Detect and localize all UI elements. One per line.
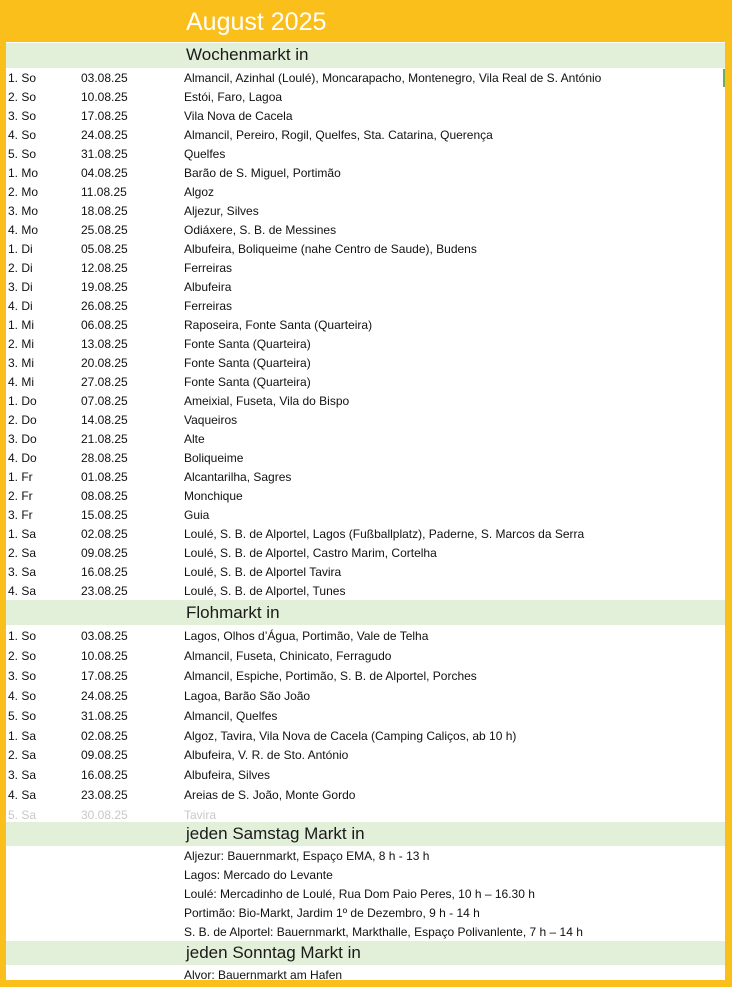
table-row [6,354,725,373]
section-title: jeden Sonntag Markt in [186,943,361,962]
table-row [6,923,725,942]
table-row [6,392,725,411]
row-places: Ferreiras [184,261,233,275]
row-number: 3. Sa [8,768,37,783]
table-row [6,69,725,88]
row-date: 19.08.25 [81,280,128,294]
row-date: 27.08.25 [81,375,128,389]
row-number: 2. Sa [8,748,37,763]
row-date: 25.08.25 [81,223,128,237]
row-number: 3. Mo [8,204,39,218]
row-date: 08.08.25 [81,489,128,503]
row-number: 1. Fr [8,470,33,484]
row-number: 4. So [8,688,37,703]
row-date: 14.08.25 [81,413,128,427]
row-places: Portimão: Bio-Markt, Jardim 1º de Dezembro, 9 h - 14 h [184,906,480,920]
table-row [6,164,725,183]
row-places: Albufeira [184,280,232,294]
row-places: Loulé, S. B. de Alportel Tavira [184,565,342,579]
row-number: 4. Sa [8,788,37,803]
row-number: 2. Do [8,413,37,427]
row-date: 11.08.25 [81,185,127,199]
section-header-saturday [6,822,725,846]
row-date: 28.08.25 [81,451,128,465]
row-date: 18.08.25 [81,204,128,218]
row-date: 15.08.25 [81,508,128,522]
row-number: 4. Di [8,299,33,313]
row-number: 4. Sa [8,584,37,598]
row-number: 2. Mi [8,337,35,351]
row-date: 09.08.25 [81,748,128,763]
table-row [6,627,725,646]
row-places: Ferreiras [184,299,233,313]
row-date: 23.08.25 [81,788,128,803]
table-row [6,866,725,885]
row-number: 2. So [8,90,37,104]
row-number: 4. Do [8,451,37,465]
row-places: Quelfes [184,147,226,161]
section-title: Flohmarkt in [186,603,280,622]
row-number: 4. Mi [8,375,35,389]
row-number: 3. So [8,109,37,123]
row-number: 1. So [8,629,37,643]
row-date: 17.08.25 [81,109,128,123]
row-number: 5. So [8,147,37,161]
table-row [6,647,725,666]
row-number: 1. So [8,71,37,85]
row-number: 3. Sa [8,565,37,579]
row-places: Loulé: Mercadinho de Loulé, Rua Dom Paio Peres, 10 h – 16.30 h [184,887,535,901]
row-date: 03.08.25 [81,71,128,85]
table-row [6,904,725,923]
table-row [6,221,725,240]
table-row [6,88,725,107]
title-bar [0,0,732,42]
row-date: 17.08.25 [81,668,128,683]
cell-marker [723,69,725,87]
row-number: 4. So [8,128,37,142]
table-row [6,885,725,904]
row-date: 12.08.25 [81,261,128,275]
row-number: 3. Mi [8,356,35,370]
table-row [6,240,725,259]
row-date: 26.08.25 [81,299,128,313]
row-date: 09.08.25 [81,546,128,560]
row-places: Alte [184,432,205,446]
row-places: Loulé, S. B. de Alportel, Castro Marim, Cortelha [184,546,437,560]
table-row [6,563,725,582]
row-date: 02.08.25 [81,728,128,743]
row-number: 3. Fr [8,508,33,522]
row-places: Alcantarilha, Sagres [184,470,292,484]
table-row [6,727,725,746]
row-places: S. B. de Alportel: Bauernmarkt, Markthalle, Espaço Polivanlente, 7 h – 14 h [184,925,583,939]
row-date: 06.08.25 [81,318,128,332]
row-places: Algoz [184,185,215,199]
row-places: Fonte Santa (Quarteira) [184,375,311,389]
row-places: Algoz, Tavira, Vila Nova de Cacela (Camping Caliços, ab 10 h) [184,728,517,743]
row-places: Monchique [184,489,243,503]
row-date: 23.08.25 [81,584,128,598]
row-number: 2. Sa [8,546,37,560]
section-header-sunday [6,941,725,965]
row-places: Areias de S. João, Monte Gordo [184,788,356,803]
row-places: Vila Nova de Cacela [184,109,293,123]
row-places: Aljezur: Bauernmarkt, Espaço EMA, 8 h - 13 h [184,849,430,863]
row-number: 3. So [8,668,37,683]
row-number: 1. Mo [8,166,39,180]
row-places: Lagos, Olhos d’Água, Portimão, Vale de Telha [184,629,429,643]
table-row [6,786,725,805]
row-date: 13.08.25 [81,337,128,351]
row-places: Barão de S. Miguel, Portimão [184,166,341,180]
row-date: 01.08.25 [81,470,128,484]
row-places: Albufeira, Silves [184,768,271,783]
row-places: Raposeira, Fonte Santa (Quarteira) [184,318,373,332]
table-row [6,746,725,765]
row-number: 3. Di [8,280,33,294]
page-title: August 2025 [186,8,327,36]
row-places: Almancil, Pereiro, Rogil, Quelfes, Sta. Catarina, Querença [184,128,493,142]
row-places: Loulé, S. B. de Alportel, Tunes [184,584,346,598]
row-places: Albufeira, V. R. de Sto. António [184,748,349,763]
table-row [6,667,725,686]
table-row [6,202,725,221]
table-row [6,278,725,297]
table-row [6,766,725,785]
table-row [6,126,725,145]
row-places: Almancil, Espiche, Portimão, S. B. de Alportel, Porches [184,668,477,683]
section-header-weekly [6,43,725,68]
row-number: 1. Sa [8,728,37,743]
row-date: 10.08.25 [81,648,128,663]
table-row [6,506,725,525]
row-date: 05.08.25 [81,242,128,256]
row-number: 1. Di [8,242,33,256]
row-date: 21.08.25 [81,432,128,446]
table-row [6,687,725,706]
row-places: Loulé, S. B. de Alportel, Lagos (Fußballplatz), Paderne, S. Marcos da Serra [184,527,585,541]
section-header-flea [6,600,725,625]
section-title: Wochenmarkt in [186,45,309,64]
table-row [6,145,725,164]
row-date: 02.08.25 [81,527,128,541]
row-number: 2. So [8,648,37,663]
table-row [6,297,725,316]
row-number: 5. So [8,708,37,723]
table-row [6,468,725,487]
row-places: Guia [184,508,210,522]
row-number: 1. Do [8,394,37,408]
row-places: Almancil, Azinhal (Loulé), Moncarapacho, Montenegro, Vila Real de S. António [184,71,602,85]
row-number: 2. Di [8,261,33,275]
row-places: Estói, Faro, Lagoa [184,90,283,104]
row-number: 2. Mo [8,185,39,199]
table-row [6,335,725,354]
row-date: 30.08.25 [81,808,128,823]
row-places: Lagos: Mercado do Levante [184,868,333,882]
row-date: 16.08.25 [81,565,128,579]
table-row [6,525,725,544]
table-row [6,544,725,563]
row-number: 1. Mi [8,318,35,332]
row-date: 16.08.25 [81,768,128,783]
table-row [6,847,725,866]
row-date: 10.08.25 [81,90,128,104]
row-number: 3. Do [8,432,37,446]
table-row [6,183,725,202]
row-places: Alvor: Bauernmarkt am Hafen [184,968,343,982]
table-row [6,316,725,335]
row-date: 03.08.25 [81,629,128,643]
row-places: Boliqueime [184,451,244,465]
row-date: 31.08.25 [81,708,128,723]
table-row [6,259,725,278]
row-places: Aljezur, Silves [184,204,259,218]
table-row [6,411,725,430]
row-date: 07.08.25 [81,394,128,408]
row-places: Fonte Santa (Quarteira) [184,337,311,351]
row-date: 04.08.25 [81,166,128,180]
table-row [6,966,725,985]
row-places: Odiáxere, S. B. de Messines [184,223,337,237]
table-row [6,582,725,601]
table-row [6,449,725,468]
row-places: Vaqueiros [184,413,238,427]
row-number: 1. Sa [8,527,37,541]
table-row [6,107,725,126]
row-number: 5. Sa [8,808,37,823]
row-places: Ameixial, Fuseta, Vila do Bispo [184,394,350,408]
row-places: Albufeira, Boliqueime (nahe Centro de Saude), Budens [184,242,477,256]
row-places: Tavira [184,808,217,823]
row-places: Fonte Santa (Quarteira) [184,356,311,370]
table-row [6,373,725,392]
row-number: 2. Fr [8,489,33,503]
row-date: 31.08.25 [81,147,128,161]
row-places: Almancil, Quelfes [184,708,278,723]
table-row [6,487,725,506]
section-title: jeden Samstag Markt in [186,824,365,843]
table-row [6,707,725,726]
row-places: Lagoa, Barão São João [184,688,311,703]
row-date: 24.08.25 [81,128,128,142]
table-row [6,430,725,449]
row-number: 4. Mo [8,223,39,237]
row-date: 24.08.25 [81,688,128,703]
row-date: 20.08.25 [81,356,128,370]
row-places: Almancil, Fuseta, Chinicato, Ferragudo [184,648,392,663]
